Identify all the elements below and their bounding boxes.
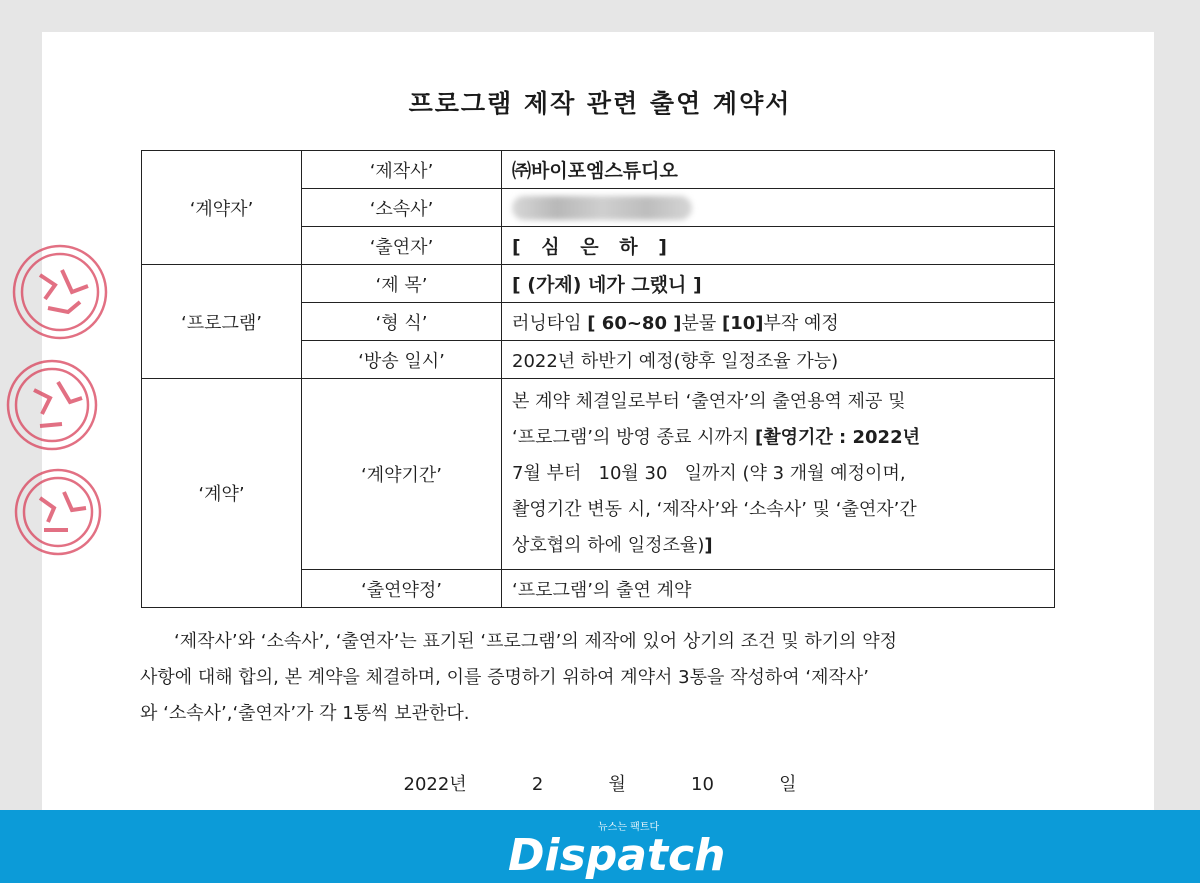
period-line: 본 계약 체결일로부터 ‘출연자’의 출연용역 제공 및 bbox=[512, 391, 906, 412]
seal-stamps-icon bbox=[0, 230, 110, 560]
contract-category: ‘계약’ bbox=[142, 379, 302, 608]
statement-line: 사항에 대해 합의, 본 계약을 체결하며, 이를 증명하기 위하여 계약서 3통을 작성하여 ‘제작사’ bbox=[140, 667, 869, 688]
title-field: ‘제 목’ bbox=[302, 265, 502, 303]
statement-line: ‘제작사’와 ‘소속사’, ‘출연자’는 표기된 ‘프로그램’의 제작에 있어 상기의 조건 및 하기의 약정 bbox=[174, 631, 898, 652]
producer-field: ‘제작사’ bbox=[302, 151, 502, 189]
program-category: ‘프로그램’ bbox=[142, 265, 302, 379]
broadcast-field: ‘방송 일시’ bbox=[302, 341, 502, 379]
period-line: ‘프로그램’의 방영 종료 시까지 [촬영기간 : 2022년 bbox=[512, 427, 920, 448]
title-value: [ (가제) 네가 그랬니 ] bbox=[502, 265, 1055, 303]
format-suffix: 부작 예정 bbox=[763, 312, 839, 334]
agency-value bbox=[502, 189, 1055, 227]
document-title: 프로그램 제작 관련 출연 계약서 bbox=[408, 89, 792, 118]
table-row bbox=[142, 379, 1055, 570]
svg-text:Dispatch: Dispatch bbox=[508, 830, 726, 881]
performer-value: [ 심 은 하 ] bbox=[502, 227, 1055, 265]
period-field: ‘계약기간’ bbox=[302, 379, 502, 570]
table-row bbox=[142, 151, 1055, 189]
svg-text:뉴스는 팩트다: 뉴스는 팩트다 bbox=[598, 822, 660, 833]
appearance-value: ‘프로그램’의 출연 계약 bbox=[502, 570, 1055, 608]
agency-field: ‘소속사’ bbox=[302, 189, 502, 227]
contractor-category: ‘계약자’ bbox=[142, 151, 302, 265]
format-episodes: [10] bbox=[721, 312, 764, 334]
producer-value: ㈜바이포엠스튜디오 bbox=[502, 151, 1055, 189]
format-field: ‘형 식’ bbox=[302, 303, 502, 341]
statement-line: 와 ‘소속사’,‘출연자’가 각 1통씩 보관한다. bbox=[140, 703, 470, 724]
signing-date: 2022년 2 월 10 일 bbox=[403, 774, 797, 795]
period-line: 촬영기간 변동 시, ‘제작사’와 ‘소속사’ 및 ‘출연자’간 bbox=[512, 499, 917, 520]
contract-table bbox=[141, 150, 1055, 608]
format-value bbox=[502, 303, 1055, 341]
period-line: 7월 부터 10월 30 일까지 (약 3 개월 예정이며, bbox=[512, 463, 906, 484]
format-unit: 분물 bbox=[681, 312, 717, 334]
redacted-blur bbox=[512, 196, 692, 220]
contract-statement bbox=[140, 624, 1060, 732]
appearance-field: ‘출연약정’ bbox=[302, 570, 502, 608]
broadcast-value: 2022년 하반기 예정(향후 일정조율 가능) bbox=[502, 341, 1055, 379]
format-prefix: 러닝타임 bbox=[512, 312, 582, 334]
format-running-time: [ 60~80 ] bbox=[587, 312, 682, 334]
period-line: 상호협의 하에 일정조율)] bbox=[512, 535, 713, 556]
performer-field: ‘출연자’ bbox=[302, 227, 502, 265]
dispatch-logo-icon bbox=[506, 816, 726, 881]
period-value bbox=[502, 379, 1055, 570]
table-row bbox=[142, 265, 1055, 303]
